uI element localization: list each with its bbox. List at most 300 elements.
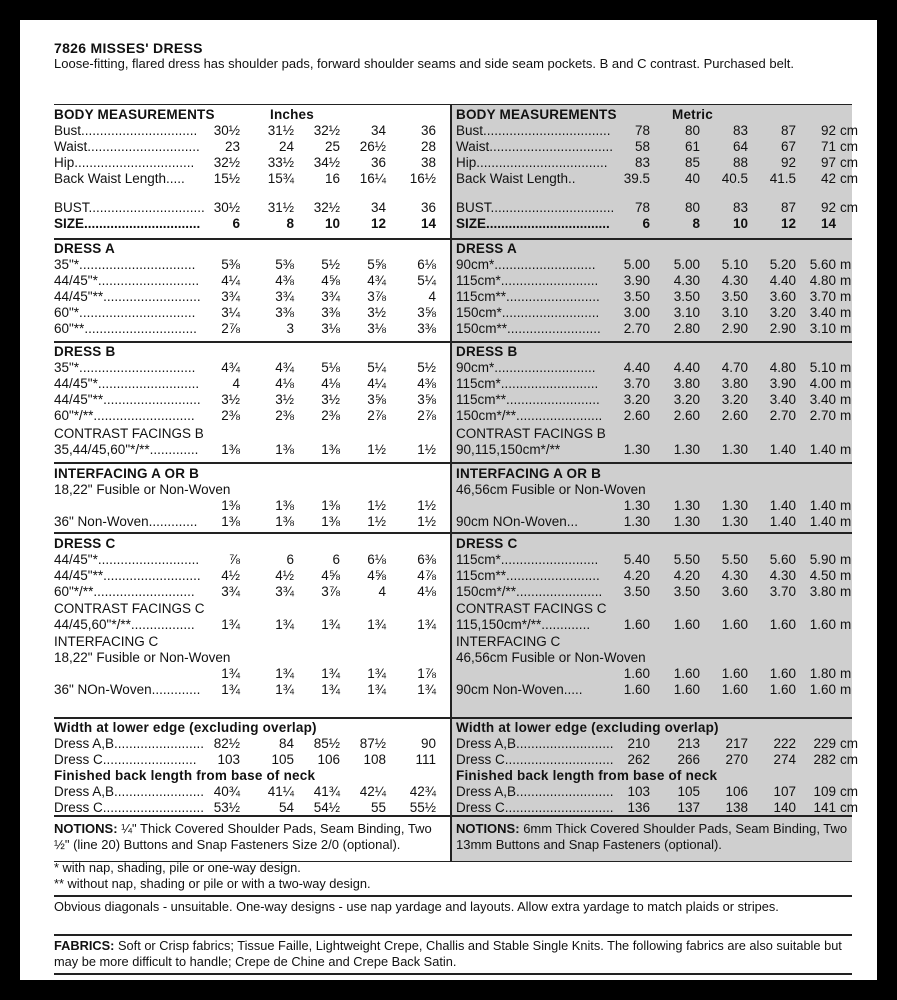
- row-label: 35,44/45,60"*/**.............: [54, 442, 199, 457]
- yardage-row: [54, 514, 449, 530]
- size-1-value: 5.00: [623, 257, 650, 272]
- size-4-value: 42¼: [359, 784, 386, 799]
- row-label: BUST.................................: [456, 200, 615, 215]
- size-2-value: 1¾: [275, 617, 294, 632]
- yardage-row: [456, 552, 851, 568]
- size-2-value: 8: [286, 216, 294, 231]
- size-3-value: 83: [732, 200, 748, 215]
- size-4-value: 87: [780, 123, 796, 138]
- size-3-value: 1⅜: [321, 442, 340, 457]
- size-3-value: 138: [725, 800, 748, 815]
- size-3-value: 1⅜: [321, 514, 340, 529]
- size-2-value: 85: [684, 155, 700, 170]
- yardage-row: [54, 273, 449, 289]
- row-label: 44/45"**..........................: [54, 289, 201, 304]
- size-2-value: 1⅜: [275, 498, 294, 513]
- unit-label: m: [840, 360, 852, 375]
- section-title: Finished back length from base of neck: [456, 768, 718, 783]
- row-label: 36" Non-Woven.............: [54, 514, 198, 529]
- notions-metric: [456, 821, 850, 852]
- size-1-value: 15½: [213, 171, 240, 186]
- size-2-value: 2.80: [673, 321, 700, 336]
- row-label: 150cm*..........................: [456, 305, 600, 320]
- yardage-row: [54, 321, 449, 337]
- yardage-row: [54, 392, 449, 408]
- size-1-value: 136: [627, 800, 650, 815]
- size-4-value: 3.40: [769, 392, 796, 407]
- size-3-value: 4⅛: [321, 376, 340, 391]
- measure-row: [54, 155, 449, 171]
- size-2-value: 61: [684, 139, 700, 154]
- size-5-value: 4⅜: [417, 376, 436, 391]
- size-2-value: 1⅜: [275, 442, 294, 457]
- size-5-value: 4.50: [809, 568, 836, 583]
- row-label: 150cm*/**.......................: [456, 408, 603, 423]
- size-3-value: 25: [324, 139, 340, 154]
- size-1-value: 30½: [213, 123, 240, 138]
- size-5-value: 42: [820, 171, 836, 186]
- measure-row: [54, 123, 449, 139]
- size-2-value: 5.50: [673, 552, 700, 567]
- row-label: SIZE...............................: [54, 216, 201, 231]
- column-divider: [450, 105, 452, 861]
- size-3-value: 3¾: [321, 289, 340, 304]
- size-4-value: 16¼: [359, 171, 386, 186]
- size-2-value: 4⅛: [275, 376, 294, 391]
- size-5-value: 282: [813, 752, 836, 767]
- size-2-value: 5⅜: [275, 257, 294, 272]
- size-2-value: 41¼: [267, 784, 294, 799]
- size-3-value: 64: [732, 139, 748, 154]
- size-3-value: 6: [332, 552, 340, 567]
- size-5-value: 4⅞: [417, 568, 436, 583]
- size-2-value: 266: [677, 752, 700, 767]
- size-1-value: 3.70: [623, 376, 650, 391]
- size-2-value: 1.60: [673, 666, 700, 681]
- size-3-value: 32½: [313, 123, 340, 138]
- row-label: 44/45"*...........................: [54, 273, 200, 288]
- yardage-row: [54, 408, 449, 424]
- size-5-value: 3.40: [809, 305, 836, 320]
- unit-label: m: [840, 257, 852, 272]
- size-1-value: 4¾: [221, 360, 240, 375]
- size-5-value: 5.90: [809, 552, 836, 567]
- row-label: 90,115,150cm*/**: [456, 442, 561, 457]
- row-label: 115cm*..........................: [456, 376, 599, 391]
- size-3-value: 85½: [313, 736, 340, 751]
- unit-label: m: [840, 305, 852, 320]
- size-3-value: 4.30: [721, 568, 748, 583]
- size-5-value: 14: [820, 216, 836, 231]
- measure-row: [54, 752, 449, 768]
- size-1-value: 103: [217, 752, 240, 767]
- size-4-value: 3.70: [769, 584, 796, 599]
- size-5-value: 36: [420, 200, 436, 215]
- fabrics-note: [54, 938, 852, 969]
- size-5-value: 97: [820, 155, 836, 170]
- size-5-value: 3.40: [809, 392, 836, 407]
- row-label: Bust...............................: [54, 123, 198, 138]
- size-3-value: 270: [725, 752, 748, 767]
- section-title: Width at lower edge (excluding overlap): [54, 720, 317, 735]
- size-1-value: 39.5: [623, 171, 650, 186]
- size-5-value: 16½: [409, 171, 436, 186]
- size-3-value: 2.90: [721, 321, 748, 336]
- size-1-value: 1.60: [623, 666, 650, 681]
- subsection-title: CONTRAST FACINGS B: [456, 426, 606, 441]
- size-4-value: 1.40: [769, 442, 796, 457]
- size-3-value: 5⅛: [321, 360, 340, 375]
- yardage-row: [456, 392, 851, 408]
- yardage-row: [456, 442, 851, 458]
- row-label: Dress A,B........................: [54, 784, 205, 799]
- size-5-value: 5½: [417, 360, 436, 375]
- row-label: Dress C...........................: [54, 800, 205, 815]
- measure-row: [54, 800, 449, 816]
- row-label: Dress C.........................: [54, 752, 197, 767]
- size-1-value: 4.20: [623, 568, 650, 583]
- yardage-row: [54, 552, 449, 568]
- size-1-value: 5.40: [623, 552, 650, 567]
- size-3-value: 4⅝: [321, 273, 340, 288]
- size-1-value: 1¾: [221, 666, 240, 681]
- measure-row: [54, 139, 449, 155]
- size-5-value: 1.60: [809, 617, 836, 632]
- size-1-value: 1.60: [623, 682, 650, 697]
- size-2-value: 1¾: [275, 666, 294, 681]
- unit-label: cm: [840, 800, 858, 815]
- size-5-value: 90: [420, 736, 436, 751]
- size-5-value: 4.00: [809, 376, 836, 391]
- section-title: BODY MEASUREMENTS: [456, 107, 617, 122]
- size-4-value: 274: [773, 752, 796, 767]
- size-2-value: 3.20: [673, 392, 700, 407]
- size-1-value: 1⅜: [221, 498, 240, 513]
- size-2-value: 3.50: [673, 584, 700, 599]
- size-3-value: 1¾: [321, 682, 340, 697]
- size-5-value: 38: [420, 155, 436, 170]
- size-2-value: 15¾: [267, 171, 294, 186]
- yardage-row: [54, 289, 449, 305]
- size-1-value: 1.30: [623, 514, 650, 529]
- row-label: Back Waist Length..: [456, 171, 576, 186]
- size-1-value: 5⅜: [221, 257, 240, 272]
- size-1-value: 3.90: [623, 273, 650, 288]
- size-3-value: 3⅞: [321, 584, 340, 599]
- size-1-value: 1.30: [623, 442, 650, 457]
- size-2-value: 5.00: [673, 257, 700, 272]
- size-2-value: 4¾: [275, 360, 294, 375]
- divider-line: [54, 238, 852, 240]
- unit-label: m: [840, 568, 852, 583]
- yardage-row: [54, 568, 449, 584]
- unit-label: Inches: [270, 107, 314, 122]
- size-2-value: 213: [677, 736, 700, 751]
- yardage-row: [54, 305, 449, 321]
- unit-label: cm: [840, 200, 858, 215]
- subsection-title: CONTRAST FACINGS C: [54, 601, 205, 616]
- divider-line: [54, 462, 852, 464]
- size-1-value: 1⅜: [221, 442, 240, 457]
- divider-line: [54, 895, 852, 897]
- unit-label: m: [840, 442, 852, 457]
- unit-label: cm: [840, 736, 858, 751]
- row-label: Dress C.............................: [456, 800, 614, 815]
- size-1-value: 30½: [213, 200, 240, 215]
- yardage-row: [54, 584, 449, 600]
- row-label: Dress C.............................: [456, 752, 614, 767]
- size-3-value: 32½: [313, 200, 340, 215]
- size-4-value: 55: [370, 800, 386, 815]
- yardage-row: [456, 617, 851, 633]
- size-2-value: 6: [286, 552, 294, 567]
- size-5-value: 92: [820, 123, 836, 138]
- yardage-row: [456, 289, 851, 305]
- size-5-value: 1.40: [809, 442, 836, 457]
- section-title: DRESS A: [54, 241, 115, 256]
- pattern-header: [54, 40, 854, 72]
- size-4-value: 1½: [367, 442, 386, 457]
- row-label: 36" NOn-Woven.............: [54, 682, 201, 697]
- size-2-value: 84: [278, 736, 294, 751]
- size-4-value: 3.20: [769, 305, 796, 320]
- row-label: 90cm Non-Woven.....: [456, 682, 583, 697]
- size-1-value: 1¾: [221, 682, 240, 697]
- yardage-row: [456, 498, 851, 514]
- size-2-value: 80: [684, 200, 700, 215]
- size-2-value: 4.40: [673, 360, 700, 375]
- footnote-without-nap: ** without nap, shading or pile or with a two-way design.: [54, 876, 371, 891]
- size-4-value: 140: [773, 800, 796, 815]
- size-4-value: 2.90: [769, 321, 796, 336]
- size-1-value: 4: [232, 376, 240, 391]
- size-4-value: 2.70: [769, 408, 796, 423]
- unit-label: m: [840, 682, 852, 697]
- unit-label: m: [840, 273, 852, 288]
- size-5-value: 109: [813, 784, 836, 799]
- row-label: Waist.................................: [456, 139, 614, 154]
- size-3-value: 54½: [313, 800, 340, 815]
- size-5-value: 3.70: [809, 289, 836, 304]
- size-1-value: 103: [627, 784, 650, 799]
- size-3-value: 3½: [321, 392, 340, 407]
- size-1-value: 3½: [221, 392, 240, 407]
- unit-label: m: [840, 392, 852, 407]
- size-5-value: 92: [820, 200, 836, 215]
- size-4-value: 92: [780, 155, 796, 170]
- size-4-value: 4¼: [367, 376, 386, 391]
- size-1-value: 23: [224, 139, 240, 154]
- yardage-row: [54, 498, 449, 514]
- yardage-row: [456, 376, 851, 392]
- size-2-value: 3¾: [275, 289, 294, 304]
- unit-label: cm: [840, 752, 858, 767]
- size-4-value: 4⅝: [367, 568, 386, 583]
- row-label: Dress A,B........................: [54, 736, 205, 751]
- size-3-value: 3⅜: [321, 305, 340, 320]
- unit-label: m: [840, 552, 852, 567]
- measure-row: [54, 784, 449, 800]
- size-3-value: 83: [732, 123, 748, 138]
- size-2-value: 24: [278, 139, 294, 154]
- size-3-value: 1.30: [721, 498, 748, 513]
- size-2-value: 2.60: [673, 408, 700, 423]
- size-2-value: 54: [278, 800, 294, 815]
- size-2-value: 1.60: [673, 617, 700, 632]
- unit-label: cm: [840, 123, 858, 138]
- size-2-value: 8: [692, 216, 700, 231]
- measure-row: [456, 123, 858, 139]
- size-2-value: 3¾: [275, 584, 294, 599]
- size-3-value: 88: [732, 155, 748, 170]
- size-4-value: 107: [773, 784, 796, 799]
- yardage-row: [456, 273, 851, 289]
- size-3-value: 10: [324, 216, 340, 231]
- size-4-value: 2⅞: [367, 408, 386, 423]
- row-label: 44/45,60"*/**.................: [54, 617, 195, 632]
- yardage-table: [54, 104, 858, 862]
- size-1-value: 3.00: [623, 305, 650, 320]
- row-label: 44/45"**..........................: [54, 392, 201, 407]
- size-3-value: 4⅝: [321, 568, 340, 583]
- pattern-description: Loose-fitting, flared dress has shoulder pads, forward shoulder seams and side seam pockets. B and C contrast. Purchased belt.: [54, 56, 794, 71]
- row-label: 44/45"*...........................: [54, 376, 200, 391]
- size-5-value: 1.80: [809, 666, 836, 681]
- size-2-value: 1⅜: [275, 514, 294, 529]
- unit-label: m: [840, 376, 852, 391]
- row-label: Hip................................: [54, 155, 195, 170]
- size-3-value: 3⅛: [321, 321, 340, 336]
- divider-line: [54, 934, 852, 936]
- size-2-value: 3.50: [673, 289, 700, 304]
- size-1-value: 6: [232, 216, 240, 231]
- row-label: 35"*...............................: [54, 257, 196, 272]
- size-1-value: 3.20: [623, 392, 650, 407]
- interfacing-note: 46,56cm Fusible or Non-Woven: [456, 482, 646, 497]
- size-5-value: 4⅛: [417, 584, 436, 599]
- row-label: 90cm NOn-Woven...: [456, 514, 579, 529]
- size-4-value: 87: [780, 200, 796, 215]
- section-title: DRESS B: [54, 344, 116, 359]
- size-2-value: 33½: [267, 155, 294, 170]
- row-label: 115cm*..........................: [456, 552, 599, 567]
- measure-row: [456, 736, 858, 752]
- row-label: 150cm**.........................: [456, 321, 601, 336]
- size-5-value: 1½: [417, 442, 436, 457]
- notions-inches: [54, 821, 446, 852]
- size-4-value: 41.5: [769, 171, 796, 186]
- row-label: 60"*...............................: [54, 305, 196, 320]
- size-2-value: 1.30: [673, 514, 700, 529]
- measure-row: [54, 171, 449, 187]
- size-4-value: 5.60: [769, 552, 796, 567]
- size-row: [54, 216, 449, 232]
- size-1-value: 210: [627, 736, 650, 751]
- row-label: 44/45"*...........................: [54, 552, 200, 567]
- row-label: 90cm*...........................: [456, 257, 596, 272]
- body-measurements-metric: [456, 107, 858, 232]
- footnote-nap: * with nap, shading, pile or one-way design.: [54, 860, 301, 875]
- section-title: INTERFACING A OR B: [456, 466, 602, 481]
- row-label: 60"*/**...........................: [54, 584, 195, 599]
- divider-line: [54, 341, 852, 343]
- size-5-value: 2.70: [809, 408, 836, 423]
- size-4-value: 1.40: [769, 514, 796, 529]
- size-5-value: 1.40: [809, 498, 836, 513]
- fabrics-label: FABRICS:: [54, 938, 115, 953]
- size-4-value: 4.80: [769, 360, 796, 375]
- measure-row: [54, 736, 449, 752]
- yardage-row: [54, 617, 449, 633]
- size-4-value: 3½: [367, 305, 386, 320]
- size-3-value: 41¾: [313, 784, 340, 799]
- size-3-value: 40.5: [721, 171, 748, 186]
- size-2-value: 1.30: [673, 442, 700, 457]
- row-label: 90cm*...........................: [456, 360, 596, 375]
- unit-label: cm: [840, 155, 858, 170]
- size-4-value: 3⅛: [367, 321, 386, 336]
- row-label: 35"*...............................: [54, 360, 196, 375]
- size-3-value: 217: [725, 736, 748, 751]
- size-4-value: 3.60: [769, 289, 796, 304]
- yardage-row: [456, 514, 851, 530]
- size-1-value: 262: [627, 752, 650, 767]
- size-4-value: 3⅝: [367, 392, 386, 407]
- divider-line: [54, 717, 852, 719]
- measure-row: [456, 784, 858, 800]
- size-4-value: 12: [780, 216, 796, 231]
- size-5-value: 5.60: [809, 257, 836, 272]
- size-1-value: 6: [642, 216, 650, 231]
- size-3-value: 106: [317, 752, 340, 767]
- notions-text: 6mm Thick Covered Shoulder Pads, Seam Binding, Two 13mm Buttons and Snap Fasteners (optional).: [456, 821, 848, 852]
- size-2-value: 105: [677, 784, 700, 799]
- size-5-value: 229: [813, 736, 836, 751]
- size-5-value: 1½: [417, 514, 436, 529]
- size-3-value: 106: [725, 784, 748, 799]
- size-2-value: 1¾: [275, 682, 294, 697]
- yardage-row: [54, 666, 449, 682]
- section-title: Finished back length from base of neck: [54, 768, 316, 783]
- interfacing-note: 18,22" Fusible or Non-Woven: [54, 482, 231, 497]
- size-4-value: 1.60: [769, 666, 796, 681]
- size-4-value: 5⅝: [367, 257, 386, 272]
- size-1-value: 3¼: [221, 305, 240, 320]
- size-2-value: 1.30: [673, 498, 700, 513]
- measure-row: [456, 155, 858, 171]
- subsection-title: CONTRAST FACINGS C: [456, 601, 607, 616]
- size-5-value: 6⅛: [417, 257, 436, 272]
- size-row: [456, 216, 851, 232]
- row-label: BUST...............................: [54, 200, 205, 215]
- size-3-value: 1¾: [321, 666, 340, 681]
- size-2-value: 3⅜: [275, 305, 294, 320]
- size-2-value: 4⅜: [275, 273, 294, 288]
- size-1-value: 78: [634, 200, 650, 215]
- yardage-row: [456, 682, 851, 698]
- size-1-value: 2⅜: [221, 408, 240, 423]
- size-4-value: 4: [378, 584, 386, 599]
- size-1-value: 1.30: [623, 498, 650, 513]
- size-1-value: 2⅞: [221, 321, 240, 336]
- unit-label: cm: [840, 784, 858, 799]
- measure-row: [456, 139, 858, 155]
- row-label: 115cm**.........................: [456, 289, 600, 304]
- size-5-value: 4: [428, 289, 436, 304]
- divider-line: [54, 973, 852, 975]
- row-label: 115cm**.........................: [456, 568, 600, 583]
- section-title: DRESS C: [54, 536, 116, 551]
